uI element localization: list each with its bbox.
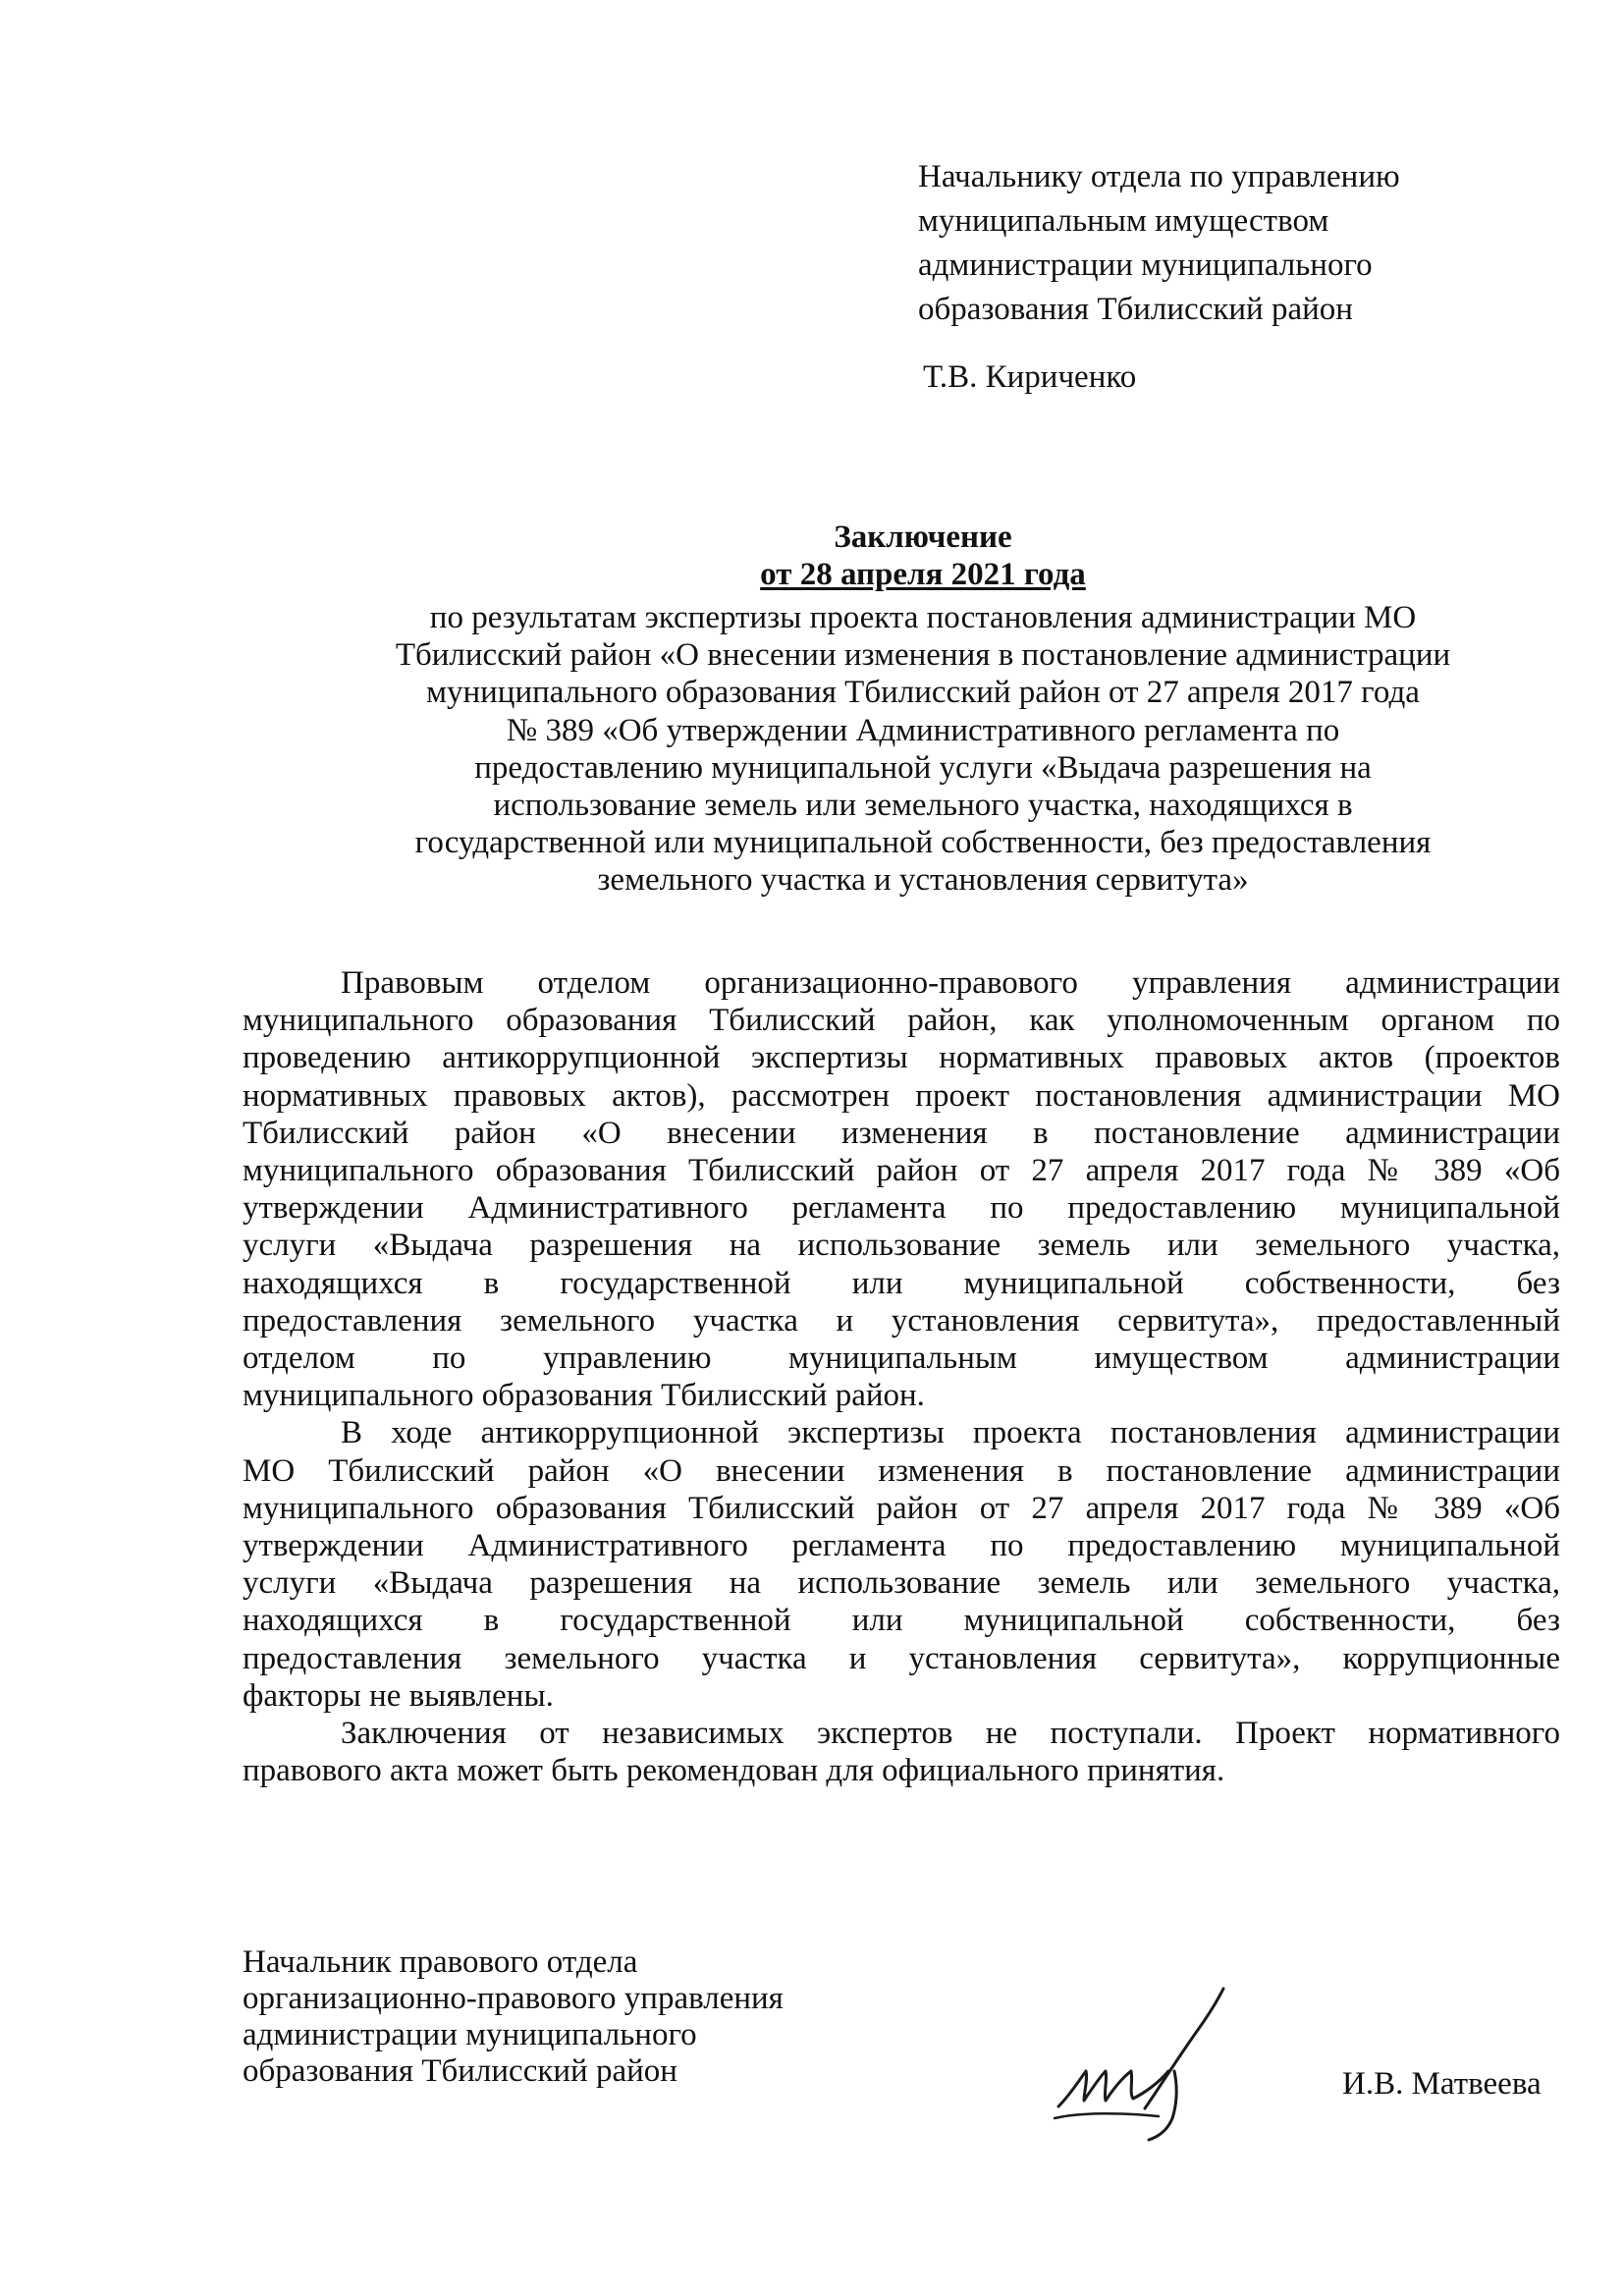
document-heading: [236, 519, 1610, 593]
addressee-line: муниципальным имуществом: [918, 203, 1329, 239]
body-line: находящихся в государственной или муниципальной собственности, без: [243, 1603, 1560, 1639]
document-title: Заключение: [834, 519, 1012, 555]
addressee-name: Т.В. Кириченко: [923, 359, 1137, 395]
body-line: предоставления земельного участка и установления сервитута», предоставленный: [243, 1302, 1560, 1339]
body-line: Заключения от независимых экспертов не поступали. Проект нормативного: [341, 1716, 1560, 1752]
body-line: предоставления земельного участка и установления сервитута», коррупционные: [243, 1640, 1560, 1676]
handwritten-signature: [1051, 1969, 1276, 2156]
document-body: [243, 964, 1560, 1789]
signer-title-line: организационно-правового управления: [243, 1981, 784, 2016]
addressee-block: [918, 155, 1546, 332]
body-paragraph-3: [243, 1715, 1560, 1789]
addressee-line: Начальнику отдела по управлению: [918, 159, 1400, 194]
body-line: факторы не выявлены.: [243, 1677, 554, 1714]
document-subject: [236, 599, 1610, 900]
signer-name: И.В. Матвеева: [1342, 2066, 1542, 2102]
subject-line: № 389 «Об утверждении Административного регламента по: [506, 712, 1340, 748]
signer-title-line: образования Тбилисский район: [243, 2053, 677, 2089]
subject-line: по результатам экспертизы проекта постановления администрации МО: [429, 600, 1417, 635]
addressee-line: образования Тбилисский район: [918, 292, 1353, 327]
body-line: услуги «Выдача разрешения на использование земель или земельного участка,: [243, 1228, 1560, 1264]
document-date: от 28 апреля 2021 года: [760, 557, 1086, 592]
body-line: услуги «Выдача разрешения на использование земель или земельного участка,: [243, 1565, 1560, 1602]
body-line: муниципального образования Тбилисский район от 27 апреля 2017 года № 389 «Об: [243, 1153, 1560, 1189]
subject-line: земельного участка и установления сервитута»: [597, 862, 1249, 899]
body-paragraph-1: [243, 964, 1560, 1414]
body-line: Тбилисский район «О внесении изменения в постановление администрации: [243, 1115, 1560, 1151]
body-line: отделом по управлению муниципальным имуществом администрации: [243, 1340, 1560, 1377]
body-line: утверждении Административного регламента по предоставлению муниципальной: [243, 1190, 1560, 1227]
subject-line: Тбилисский район «О внесении изменения в постановление администрации: [395, 637, 1451, 674]
body-line: утверждении Административного регламента по предоставлению муниципальной: [243, 1528, 1560, 1564]
signer-title-block: [243, 1944, 784, 2090]
body-line: В ходе антикоррупционной экспертизы проекта постановления администрации: [341, 1415, 1560, 1451]
body-line: муниципального образования Тбилисский район.: [243, 1378, 925, 1414]
body-line: находящихся в государственной или муниципальной собственности, без: [243, 1265, 1560, 1301]
subject-line: предоставлению муниципальной услуги «Выдача разрешения на: [474, 749, 1372, 786]
body-line: нормативных правовых актов), рассмотрен проект постановления администрации МО: [243, 1077, 1560, 1114]
body-line: Правовым отделом организационно-правового управления администрации: [341, 965, 1560, 1001]
body-line: муниципального образования Тбилисский район от 27 апреля 2017 года № 389 «Об: [243, 1490, 1560, 1526]
body-line: правового акта может быть рекомендован для официального принятия.: [243, 1753, 1225, 1789]
subject-line: государственной или муниципальной собственности, без предоставления: [414, 825, 1432, 861]
subject-line: муниципального образования Тбилисский район от 27 апреля 2017 года: [426, 675, 1420, 711]
signer-title-line: Начальник правового отдела: [243, 1944, 638, 1980]
addressee-line: администрации муниципального: [918, 247, 1373, 283]
body-line: проведению антикоррупционной экспертизы нормативных правовых актов (проектов: [243, 1040, 1560, 1076]
body-line: муниципального образования Тбилисский район, как уполномоченным органом по: [243, 1003, 1560, 1039]
signer-title-line: администрации муниципального: [243, 2017, 697, 2052]
body-line: МО Тбилисский район «О внесении изменения в постановление администрации: [243, 1452, 1560, 1489]
subject-line: использование земель или земельного участка, находящихся в: [493, 788, 1353, 824]
body-paragraph-2: [243, 1414, 1560, 1715]
